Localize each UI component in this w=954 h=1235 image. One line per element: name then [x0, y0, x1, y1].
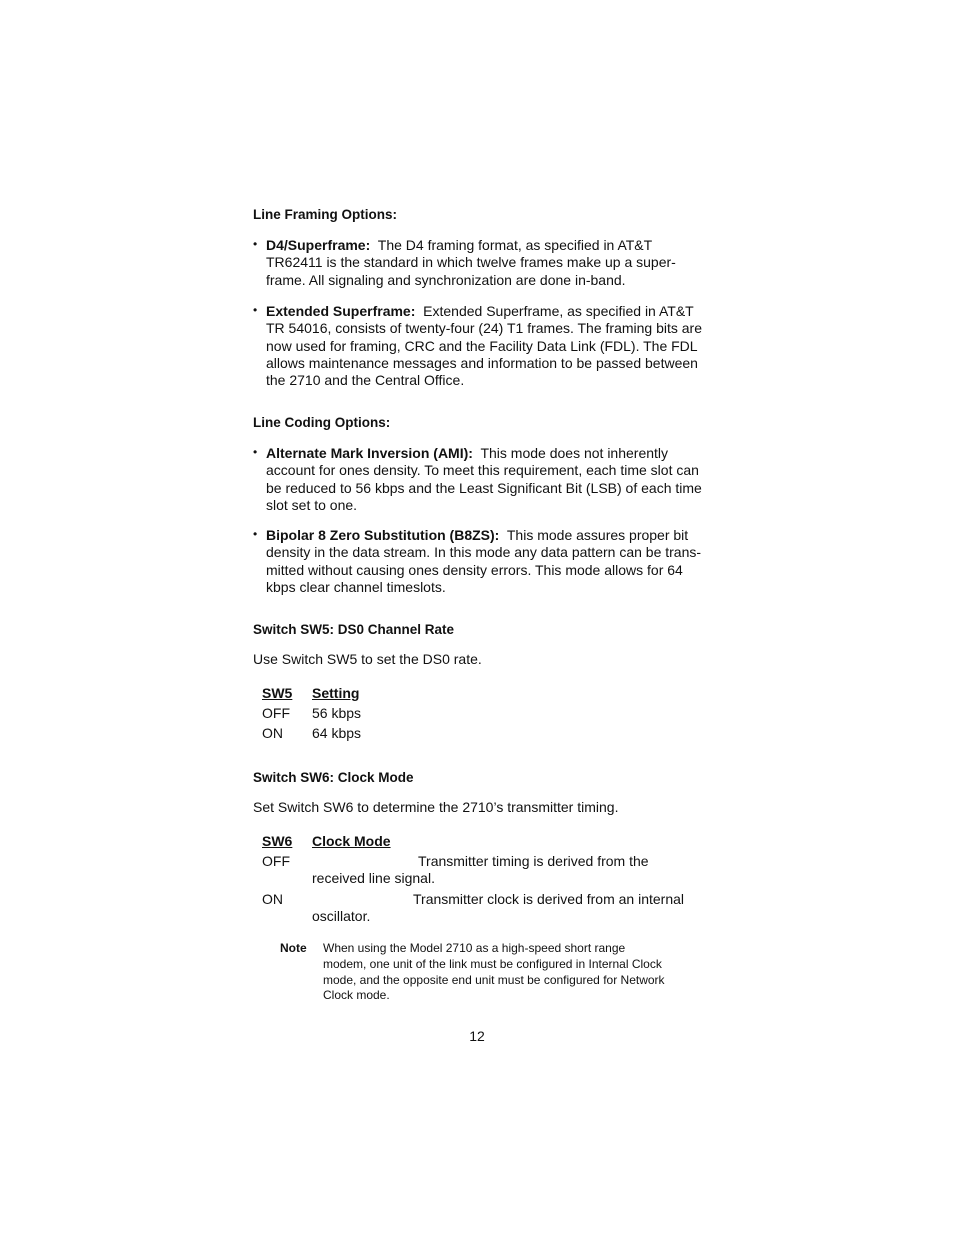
sw5-col-setting-header: Setting	[312, 685, 360, 701]
sw6-row-desc-line1: Transmitter timing is derived from the	[418, 853, 649, 869]
page-number: 12	[469, 1028, 485, 1044]
line-coding-heading: Line Coding Options:	[253, 415, 391, 430]
sw5-col-switch-header: SW5	[262, 685, 293, 701]
sw6-col-mode-header: Clock Mode	[312, 833, 391, 849]
list-item-text	[266, 445, 703, 514]
sw5-row-switch: ON	[262, 725, 283, 741]
list-item	[253, 237, 703, 289]
bullet-icon: •	[253, 237, 258, 251]
note-line: When using the Model 2710 as a high-speed short range	[323, 941, 626, 955]
sw6-row-desc-line2: oscillator.	[312, 908, 371, 924]
sw5-heading: Switch SW5: DS0 Channel Rate	[253, 622, 455, 637]
note-label: Note	[280, 941, 307, 955]
sw5-row-value: 56 kbps	[312, 705, 362, 721]
note-line: Clock mode.	[323, 988, 390, 1003]
note-text	[323, 941, 665, 1004]
sw6-intro: Set Switch SW6 to determine the 2710’s transmitter timing.	[253, 799, 619, 815]
list-item	[253, 445, 703, 514]
sw6-heading: Switch SW6: Clock Mode	[253, 770, 414, 785]
list-item-term: Extended Superframe:	[266, 303, 416, 319]
list-item-text	[266, 303, 703, 389]
sw6-col-switch-header: SW6	[262, 833, 293, 849]
sw6-row-desc-line1: Transmitter clock is derived from an internal	[413, 891, 685, 907]
list-item-term: Alternate Mark Inversion (AMI):	[266, 445, 473, 461]
list-item-body: Extended Superframe, as specified in AT&T TR 54016, consists of twenty-four (24) T1 frames. The framing bits are now used for framing, CRC and the Facility Data Link (FDL). The FDL allows maintenance messages and information to be passed between the 2710 and the Central Office.	[266, 303, 702, 389]
sw5-intro: Use Switch SW5 to set the DS0 rate.	[253, 651, 482, 667]
list-item	[253, 303, 703, 389]
sw6-row-switch: ON	[262, 891, 283, 907]
sw5-row-value: 64 kbps	[312, 725, 362, 741]
list-item-text	[266, 527, 703, 596]
list-item-body: The D4 framing format, as specified in AT&T TR62411 is the standard in which twelve frames make up a super-frame. All signaling and synchronization are done in-band.	[266, 237, 676, 288]
line-framing-heading: Line Framing Options:	[253, 207, 397, 222]
note-line: modem, one unit of the link must be configured in Internal Clock	[323, 956, 662, 971]
list-item-term: D4/Superframe:	[266, 237, 371, 253]
bullet-icon: •	[253, 445, 258, 459]
bullet-icon: •	[253, 303, 258, 317]
bullet-icon: •	[253, 527, 258, 541]
note-line: mode, and the opposite end unit must be configured for Network	[323, 972, 665, 987]
list-item-body: This mode does not inherently account for ones density. To meet this requirement, each time slot can be reduced to 56 kbps and the Least Significant Bit (LSB) of each time slot set to one.	[266, 445, 702, 513]
list-item-text	[266, 237, 703, 289]
list-item	[253, 527, 703, 596]
sw5-row-switch: OFF	[262, 705, 290, 721]
list-item-term: Bipolar 8 Zero Substitution (B8ZS):	[266, 527, 500, 543]
list-item-body: This mode assures proper bit density in the data stream. In this mode any data pattern can be trans-mitted without causing ones density errors. This mode allows for 64 kbps clear channel timeslots.	[266, 527, 702, 595]
sw6-row-desc-line2: received line signal.	[312, 870, 435, 886]
sw6-row-switch: OFF	[262, 853, 290, 869]
